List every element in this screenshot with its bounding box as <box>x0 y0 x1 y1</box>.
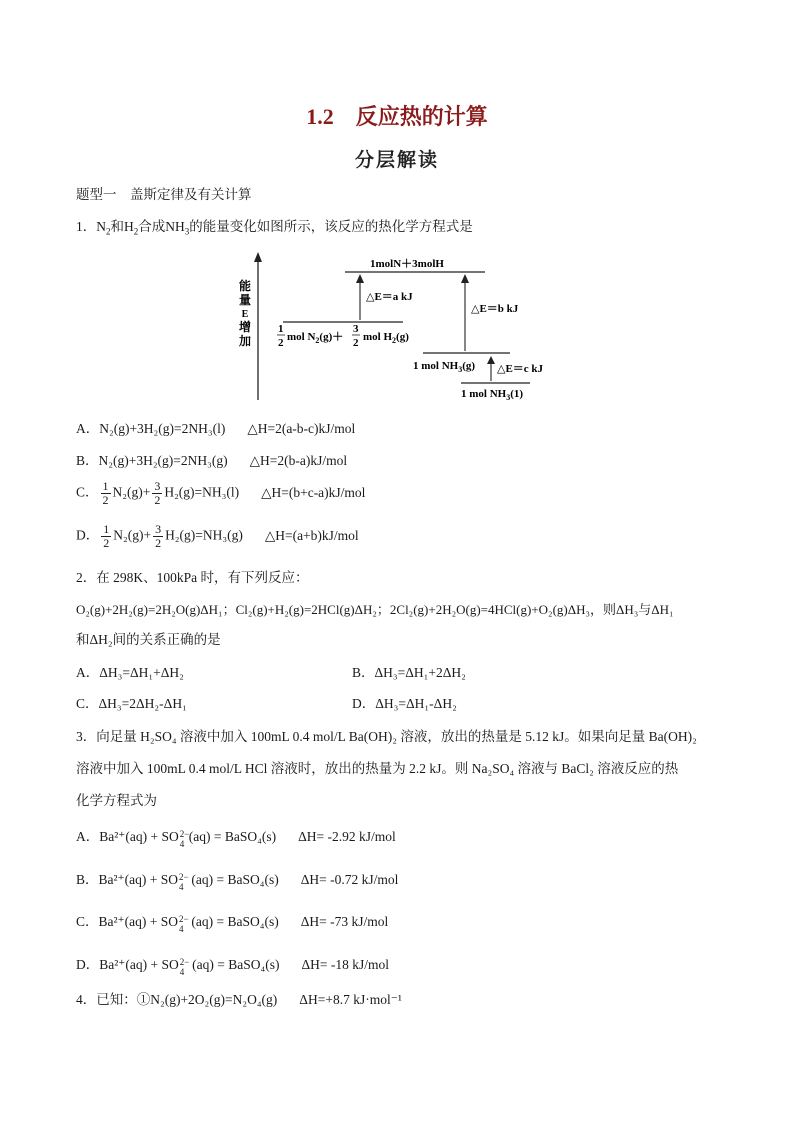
level-nh3-gas-label: 1 mol $NH_3(g)$ <box>413 360 476 374</box>
q3-stem-line2: 溶液中加入 100mL 0.4 mol/L HCl 溶液时，放出的热量为 2.2 kJ。则 Na₂SO₄ 溶液与 BaCl₂ 溶液反应的热 <box>76 761 679 776</box>
axis-label-char: 量 <box>238 293 252 307</box>
q2-option-a[interactable]: A．ΔH₃=ΔH₁+ΔH₂ <box>76 665 184 680</box>
page-title <box>0 100 794 131</box>
q1-option-b[interactable]: B．N₂(g)+3H₂(g)=2NH₃(g) △H=2(b-a)kJ/mol <box>76 453 348 468</box>
q1-option-a[interactable]: A．N₂(g)+3H₂(g)=2NH₃(l) △H=2(a-b-c)kJ/mol <box>76 421 356 436</box>
delta-e-a: △E＝a kJ <box>366 291 413 303</box>
page-subtitle: 分层解读 <box>354 150 439 171</box>
q3-option-b[interactable]: B．Ba²⁺(aq) + SO 2− 4 (aq) = BaSO₄(s) ΔH= -0.72 kJ/mol <box>76 871 399 892</box>
delta-e-c: △E＝c kJ <box>497 363 544 375</box>
q1-stem-pre: 1．N <box>76 219 106 234</box>
svg-text:mol N2(g)＋: mol $N_2(g)+$ <box>287 331 344 345</box>
section-number: 1.2 <box>306 104 334 129</box>
sulfate-charge: 2− 4 <box>179 956 190 977</box>
svg-text:mol H2(g): mol $H_2(g)$ <box>363 331 409 345</box>
axis-label <box>238 278 251 348</box>
q1-option-c[interactable]: C． $\frac{1}{2}$ N₂(g)+ $\frac{3}{2}$ H₂(g)=NH₃(l) △H=(b+c-a)kJ/mol <box>76 479 366 507</box>
axis-label-char: E <box>241 309 249 320</box>
level-nh3-liquid-label: 1 mol $NH_3(1)$ <box>461 388 524 402</box>
q2-reactions-cont: 和ΔH₂间的关系正确的是 <box>76 632 221 647</box>
sulfate-charge: 2− 4 <box>179 828 190 849</box>
q2-reactions: O₂(g)+2H₂(g)=2H₂O(g)ΔH₁；Cl₂(g)+H₂(g)=2HCl(g)ΔH₂；2Cl₂(g)+2H₂O(g)=4HCl(g)+O₂(g)ΔH₃，则ΔH₃与ΔH₁ <box>76 602 674 617</box>
arrow-b-icon <box>461 274 469 283</box>
fraction-three-halves: $\frac{3}{2}$ <box>154 479 161 507</box>
q3-option-a[interactable]: A．Ba²⁺(aq) + SO 2− 4 (aq) = BaSO₄(s) ΔH= -2.92 kJ/mol <box>76 828 396 849</box>
q1-stem: 1．$N_2$和$H_2$合成$NH_3$的能量变化如图所示，该反应的热化学方程式是 <box>76 219 473 237</box>
svg-text:1: 1 <box>278 323 284 335</box>
q1-stem-mid2: 合成NH <box>138 219 185 234</box>
axis-label-char: 能 <box>238 279 252 293</box>
q2-option-b[interactable]: B．ΔH₃=ΔH₁+2ΔH₂ <box>352 665 466 680</box>
fraction-half: $\frac{1}{2}$ <box>103 522 110 550</box>
q3-option-d[interactable]: D．Ba²⁺(aq) + SO 2− 4 (aq) = BaSO₄(s) ΔH= -18 kJ/mol <box>76 956 390 977</box>
svg-text:2: 2 <box>278 337 284 349</box>
level-reactants-label <box>277 323 409 349</box>
q4-stem: 4．已知：①N₂(g)+2O₂(g)=N₂O₄(g) ΔH=+8.7 kJ·mol⁻¹ <box>76 992 402 1007</box>
q1-stem-post: 的能量变化如图所示，该反应的热化学方程式是 <box>189 219 473 234</box>
q2-stem: 2．在 298K、100kPa 时，有下列反应： <box>76 570 309 585</box>
svg-text:2: 2 <box>353 337 359 349</box>
sulfate-charge: 2− 4 <box>179 871 189 892</box>
title-text: 反应热的计算 <box>355 104 488 129</box>
arrow-c-icon <box>487 356 495 364</box>
level-atoms-label: 1molN＋3molH <box>370 258 444 270</box>
axis-label-char: 增 <box>238 320 252 334</box>
axis-label-char: 加 <box>238 334 252 348</box>
q1-option-d[interactable]: D． $\frac{1}{2}$ N₂(g)+ $\frac{3}{2}$ H₂(g)=NH₃(g) △H=(a+b)kJ/mol <box>76 522 359 550</box>
q2-option-c[interactable]: C．ΔH₃=2ΔH₂-ΔH₁ <box>76 696 187 711</box>
q2-option-d[interactable]: D．ΔH₃=ΔH₁-ΔH₂ <box>352 696 457 711</box>
q3-stem-line3: 化学方程式为 <box>76 793 157 808</box>
sulfate-charge: 2− 4 <box>179 913 189 934</box>
fraction-three-halves: $\frac{3}{2}$ <box>155 522 162 550</box>
svg-text:3: 3 <box>353 323 359 335</box>
arrow-a-icon <box>356 274 364 283</box>
q1-stem-mid1: 和H <box>110 219 134 234</box>
fraction-half: $\frac{1}{2}$ <box>102 479 109 507</box>
q3-stem-line1: 3．向足量 H₂SO₄ 溶液中加入 100mL 0.4 mol/L Ba(OH)₂ 溶液，放出的热量是 5.12 kJ。如果向足量 Ba(OH)₂ <box>76 729 697 744</box>
energy-diagram <box>225 250 565 406</box>
q3-option-c[interactable]: C．Ba²⁺(aq) + SO 2− 4 (aq) = BaSO₄(s) ΔH= -73 kJ/mol <box>76 913 389 934</box>
axis-arrow-icon <box>254 252 262 262</box>
delta-e-b: △E＝b kJ <box>471 303 519 315</box>
section-heading: 题型一 盖斯定律及有关计算 <box>76 187 252 202</box>
